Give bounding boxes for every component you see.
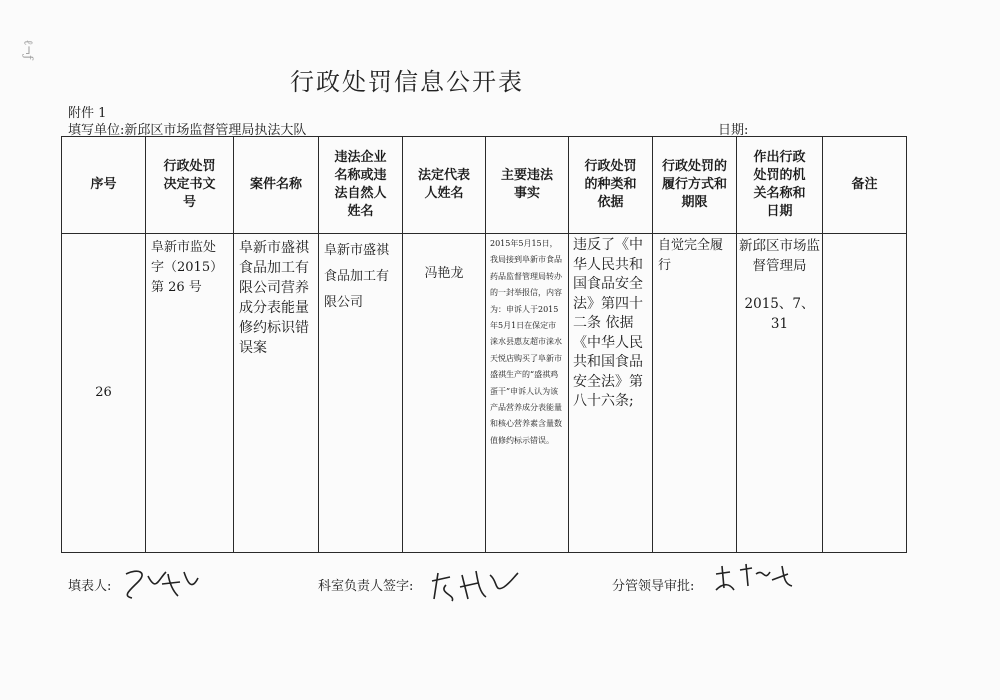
header-execution: 行政处罚的履行方式和期限 [653,137,737,234]
header-doc-no: 行政处罚决定书文号 [146,137,234,234]
unit-label: 填写单位: [68,123,125,138]
organ-name: 新邱区市场监督管理局 [739,238,820,274]
filler-signature [118,562,203,604]
table-row [62,234,907,553]
attachment-label: 附件 1 [68,106,107,121]
dept-head-signature [428,563,523,605]
penalty-table [61,136,907,553]
cell-execution: 自觉完全履行 [653,234,737,553]
leader-label: 分管领导审批: [612,579,695,594]
page-title: 行政处罚信息公开表 [290,68,524,96]
cell-organ [737,234,823,553]
cell-party: 阜新市盛祺食品加工有限公司 [319,234,403,553]
header-facts: 主要违法事实 [486,137,569,234]
cell-rep: 冯艳龙 [403,234,486,553]
margin-pencil-mark: ℓ¬ƒ [21,39,36,60]
dept-head-label: 科室负责人签字: [318,579,414,594]
cell-case-name: 阜新市盛祺食品加工有限公司营养成分表能量修约标识错误案 [234,234,319,553]
table-header-row [62,137,907,234]
header-seq: 序号 [62,137,146,234]
cell-facts: 2015年5月15日，我局接到阜新市食品药品监督管理局转办的一封举报信，内容为：申诉人于2015年5月1日在保定市涞水县惠友超市涞水天悦店购买了阜新市盛祺生产的“盛祺鸡蛋干”申诉人认为该产品营养成分表能量和核心营养素含量数值修约标示错误。 [486,234,569,553]
cell-seq: 26 [62,234,146,553]
unit-value: 新邱区市场监督管理局执法大队 [124,123,307,138]
header-kind-basis: 行政处罚的种类和依据 [569,137,653,234]
leader-signature [712,560,802,598]
header-remark: 备注 [823,137,907,234]
organ-date: 2015、7、31 [744,296,815,332]
header-case-name: 案件名称 [234,137,319,234]
cell-kind-basis: 违反了《中华人民共和国食品安全法》第四十二条 依据《中华人民共和国食品安全法》第八十六条; [569,234,653,553]
header-party: 违法企业名称或违法自然人姓名 [319,137,403,234]
cell-doc-no: 阜新市监处字（2015）第 26 号 [146,234,234,553]
cell-remark [823,234,907,553]
date-label: 日期: [718,123,749,138]
header-rep: 法定代表人姓名 [403,137,486,234]
header-organ: 作出行政处罚的机关名称和日期 [737,137,823,234]
filler-label: 填表人: [68,579,112,594]
